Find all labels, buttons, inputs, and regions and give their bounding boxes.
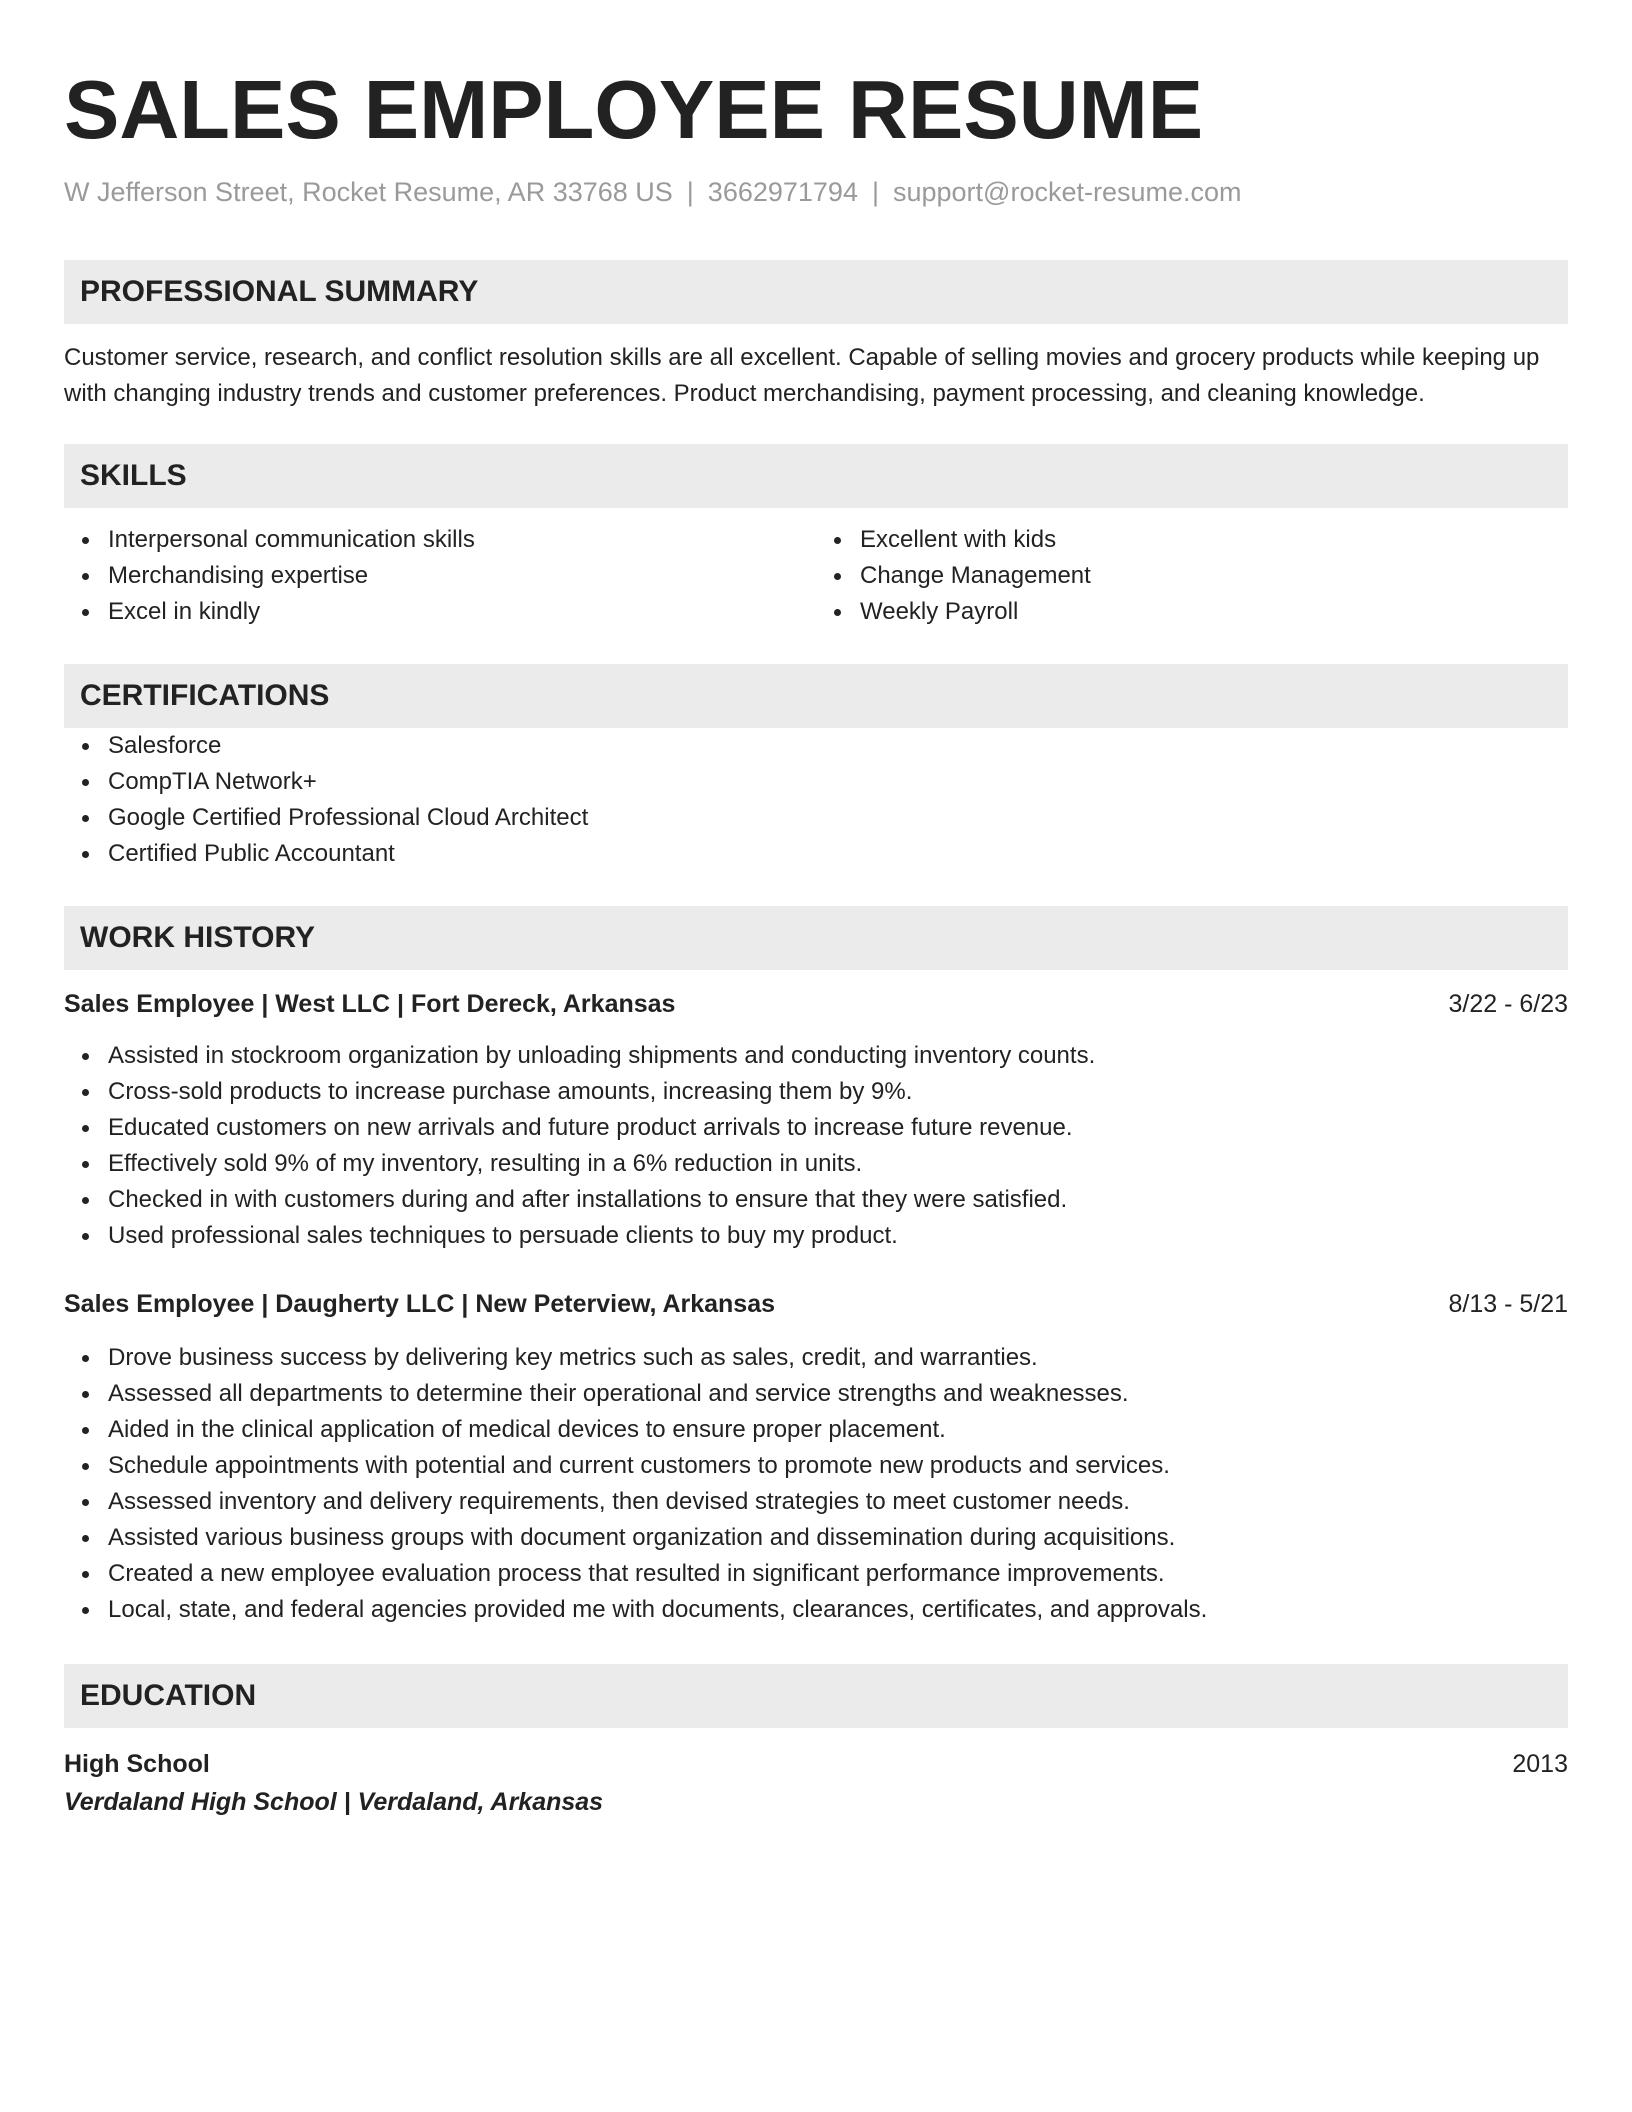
section-heading-certifications: CERTIFICATIONS (64, 664, 1568, 728)
contact-separator: | (686, 177, 694, 207)
job-header (64, 986, 1568, 1022)
resume-title: SALES EMPLOYEE RESUME (64, 63, 1204, 156)
education-degree: High School (64, 1750, 210, 1778)
summary-text: Customer service, research, and conflict resolution skills are all excellent. Capable of selling movies and grocery products while keeping up with changing industry trends and customer preferences. Product merchandising, payment processing, and cleaning knowledge. (64, 344, 1540, 407)
skills-column-left (64, 522, 816, 630)
contact-line (64, 177, 1568, 208)
job-bullets (64, 1340, 1568, 1628)
job-bullet: Assisted various business groups with document organization and dissemination during acquisitions. (64, 1520, 1568, 1556)
skill-item: Interpersonal communication skills (64, 522, 816, 558)
phone-text: 3662971794 (707, 177, 858, 207)
skill-item: Weekly Payroll (816, 594, 1568, 630)
job-bullet: Effectively sold 9% of my inventory, resulting in a 6% reduction in units. (64, 1146, 1568, 1182)
email-text: support@rocket-resume.com (892, 177, 1242, 207)
education-year: 2013 (1512, 1750, 1568, 1778)
job-title: Sales Employee | West LLC | Fort Dereck, Arkansas (64, 990, 676, 1018)
job-bullet: Local, state, and federal agencies provided me with documents, clearances, certificates, and approvals. (64, 1592, 1568, 1628)
job-bullets (64, 1038, 1568, 1254)
skills-list (64, 522, 1568, 630)
skill-item: Excel in kindly (64, 594, 816, 630)
job-title: Sales Employee | Daugherty LLC | New Peterview, Arkansas (64, 1290, 776, 1318)
education-header (64, 1746, 1568, 1782)
certifications-list (64, 728, 1568, 872)
job-bullet: Educated customers on new arrivals and future product arrivals to increase future revenue. (64, 1110, 1568, 1146)
job-bullet: Aided in the clinical application of medical devices to ensure proper placement. (64, 1412, 1568, 1448)
job-bullet: Used professional sales techniques to persuade clients to buy my product. (64, 1218, 1568, 1254)
skill-item: Change Management (816, 558, 1568, 594)
certification-item: CompTIA Network+ (64, 764, 1568, 800)
job-bullet: Created a new employee evaluation process that resulted in significant performance improvements. (64, 1556, 1568, 1592)
job-dates: 3/22 - 6/23 (1448, 990, 1568, 1018)
section-heading-summary: PROFESSIONAL SUMMARY (64, 260, 1568, 324)
job-entry (64, 986, 1568, 1254)
job-bullet: Assessed all departments to determine their operational and service strengths and weaknesses. (64, 1376, 1568, 1412)
skill-item: Merchandising expertise (64, 558, 816, 594)
job-dates: 8/13 - 5/21 (1448, 1290, 1568, 1318)
skill-item: Excellent with kids (816, 522, 1568, 558)
job-bullet: Schedule appointments with potential and current customers to promote new products and services. (64, 1448, 1568, 1484)
section-heading-skills: SKILLS (64, 444, 1568, 508)
certification-item: Google Certified Professional Cloud Architect (64, 800, 1568, 836)
contact-separator: | (871, 177, 879, 207)
certification-item: Salesforce (64, 728, 1568, 764)
job-entry (64, 1286, 1568, 1628)
section-heading-work-history: WORK HISTORY (64, 906, 1568, 970)
job-bullet: Checked in with customers during and after installations to ensure that they were satisfied. (64, 1182, 1568, 1218)
job-bullet: Cross-sold products to increase purchase amounts, increasing them by 9%. (64, 1074, 1568, 1110)
job-bullet: Assessed inventory and delivery requirements, then devised strategies to meet customer needs. (64, 1484, 1568, 1520)
address-text: W Jefferson Street, Rocket Resume, AR 33768 US (64, 177, 673, 207)
job-bullet: Drove business success by delivering key metrics such as sales, credit, and warranties. (64, 1340, 1568, 1376)
skills-column-right (816, 522, 1568, 630)
education-school: Verdaland High School | Verdaland, Arkansas (64, 1788, 604, 1816)
certification-item: Certified Public Accountant (64, 836, 1568, 872)
job-bullet: Assisted in stockroom organization by unloading shipments and conducting inventory counts. (64, 1038, 1568, 1074)
job-header (64, 1286, 1568, 1322)
section-heading-education: EDUCATION (64, 1664, 1568, 1728)
